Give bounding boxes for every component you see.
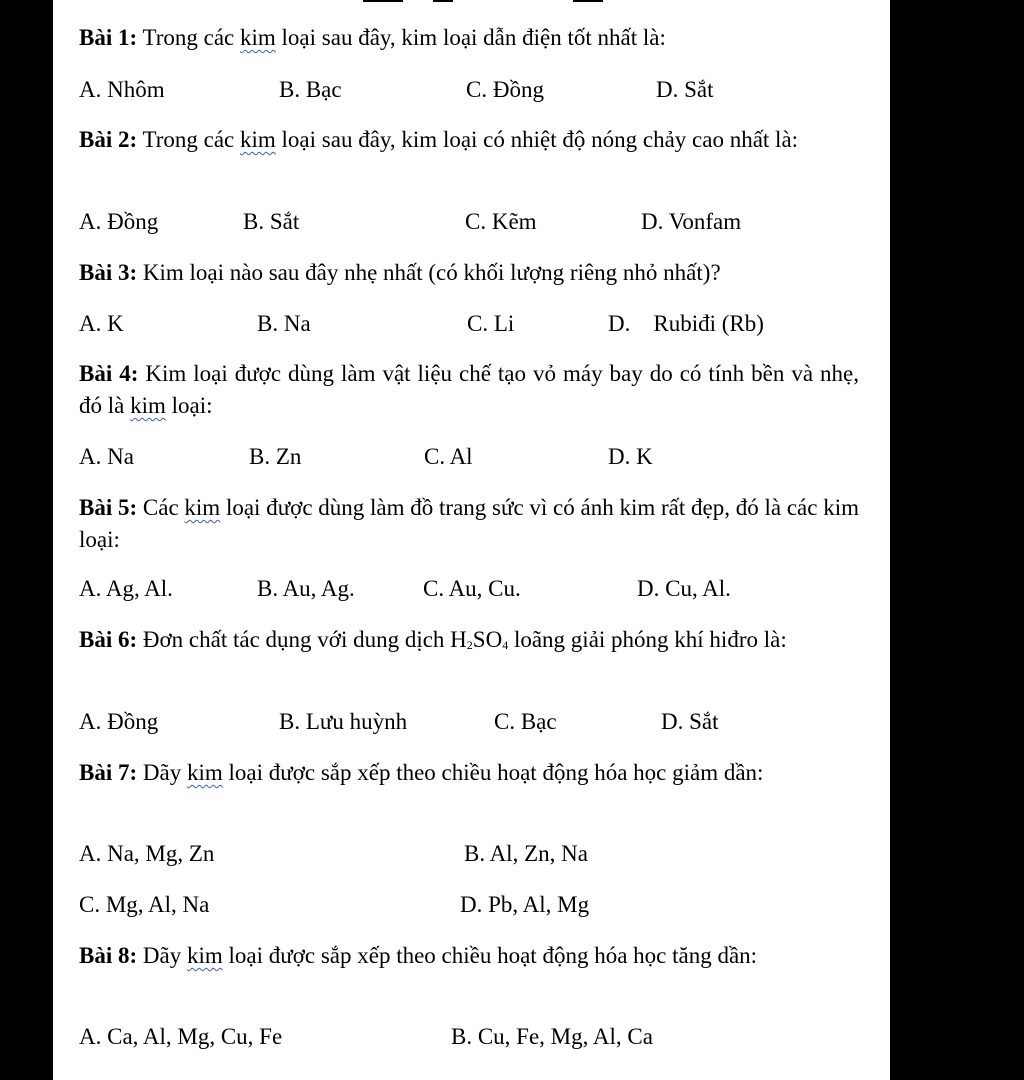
spellcheck-word: kim xyxy=(186,760,223,785)
option-d: D. Pb, Al, Mg xyxy=(460,892,590,917)
option-a: A. Na xyxy=(79,444,134,469)
option-b: B. Au, Ag. xyxy=(257,576,355,601)
option-c: C. Kẽm xyxy=(465,209,537,234)
option-a: A. Đồng xyxy=(79,709,159,734)
question-label: Bài 7: xyxy=(79,760,138,785)
option-c: C. Bạc xyxy=(494,709,557,734)
option-a: A. Na, Mg, Zn xyxy=(79,841,215,866)
option-b: B. Zn xyxy=(249,444,302,469)
question-6: Bài 6: Đơn chất tác dụng với dung dịch $H_2SO_4$ loãng giải phóng khí hiđro là: xyxy=(79,627,787,652)
option-a: A. Ag, Al. xyxy=(79,576,173,601)
option-b: B. Lưu huỳnh xyxy=(279,709,408,734)
option-d: D. Rubiđi (Rb) xyxy=(608,311,764,336)
question-label: Bài 8: xyxy=(79,943,138,968)
spellcheck-word: kim xyxy=(240,25,276,50)
question-7: Bài 7: Dãy kim loại được sắp xếp theo chiều hoạt động hóa học giảm dần: xyxy=(79,760,764,785)
option-c: C. Li xyxy=(467,311,515,336)
spellcheck-word: kim xyxy=(130,393,166,418)
spellcheck-word: kim xyxy=(186,943,223,968)
question-2: Bài 2: Trong các kim loại sau đây, kim loại có nhiệt độ nóng chảy cao nhất là: xyxy=(79,127,799,152)
question-label: Bài 5: xyxy=(79,495,138,520)
document-page xyxy=(53,0,890,1080)
option-b: B. Sắt xyxy=(243,209,300,234)
option-b: B. Al, Zn, Na xyxy=(464,841,588,866)
option-d: D. Vonfam xyxy=(641,209,742,234)
option-c: C. Đồng xyxy=(466,77,544,102)
option-d: D. Cu, Al. xyxy=(637,576,731,601)
question-label: Bài 2: xyxy=(79,127,138,152)
question-5: Bài 5: Các kim loại được dùng làm đồ trang sức vì có ánh kim rất đẹp, đó là các kim loại: xyxy=(79,495,859,552)
question-3: Bài 3: Kim loại nào sau đây nhẹ nhất (có khối lượng riêng nhỏ nhất)? xyxy=(79,260,721,285)
option-d: D. K xyxy=(608,444,653,469)
cropped-text-fragment xyxy=(573,0,603,2)
option-c: C. Au, Cu. xyxy=(423,576,521,601)
question-label: Bài 4: xyxy=(79,361,139,386)
question-label: Bài 6: xyxy=(79,627,138,652)
question-1: Bài 1: Trong các kim loại sau đây, kim loại dẫn điện tốt nhất là: xyxy=(79,25,666,50)
spellcheck-word: kim xyxy=(184,495,221,520)
option-a: A. Ca, Al, Mg, Cu, Fe xyxy=(79,1024,283,1049)
option-d: D. Sắt xyxy=(656,77,714,102)
cropped-text-fragment xyxy=(433,0,453,2)
subscript: 2 xyxy=(466,638,473,652)
option-a: A. Nhôm xyxy=(79,77,165,102)
option-d: D. Sắt xyxy=(661,709,719,734)
question-label: Bài 3: xyxy=(79,260,138,285)
option-a: A. K xyxy=(79,311,124,336)
spellcheck-word: kim xyxy=(240,127,276,152)
option-b: B. Na xyxy=(257,311,311,336)
option-b: B. Cu, Fe, Mg, Al, Ca xyxy=(451,1024,653,1049)
cropped-text-fragment xyxy=(363,0,403,2)
option-c: C. Al xyxy=(424,444,473,469)
question-4: Bài 4: Kim loại được dùng làm vật liệu chế tạo vỏ máy bay do có tính bền và nhẹ, đó là kim loại: xyxy=(79,361,859,418)
subscript: 4 xyxy=(502,638,509,652)
option-a: A. Đồng xyxy=(79,209,159,234)
option-c: C. Mg, Al, Na xyxy=(79,892,210,917)
question-8: Bài 8: Dãy kim loại được sắp xếp theo chiều hoạt động hóa học tăng dần: xyxy=(79,943,758,968)
option-b: B. Bạc xyxy=(279,77,342,102)
question-label: Bài 1: xyxy=(79,25,138,50)
